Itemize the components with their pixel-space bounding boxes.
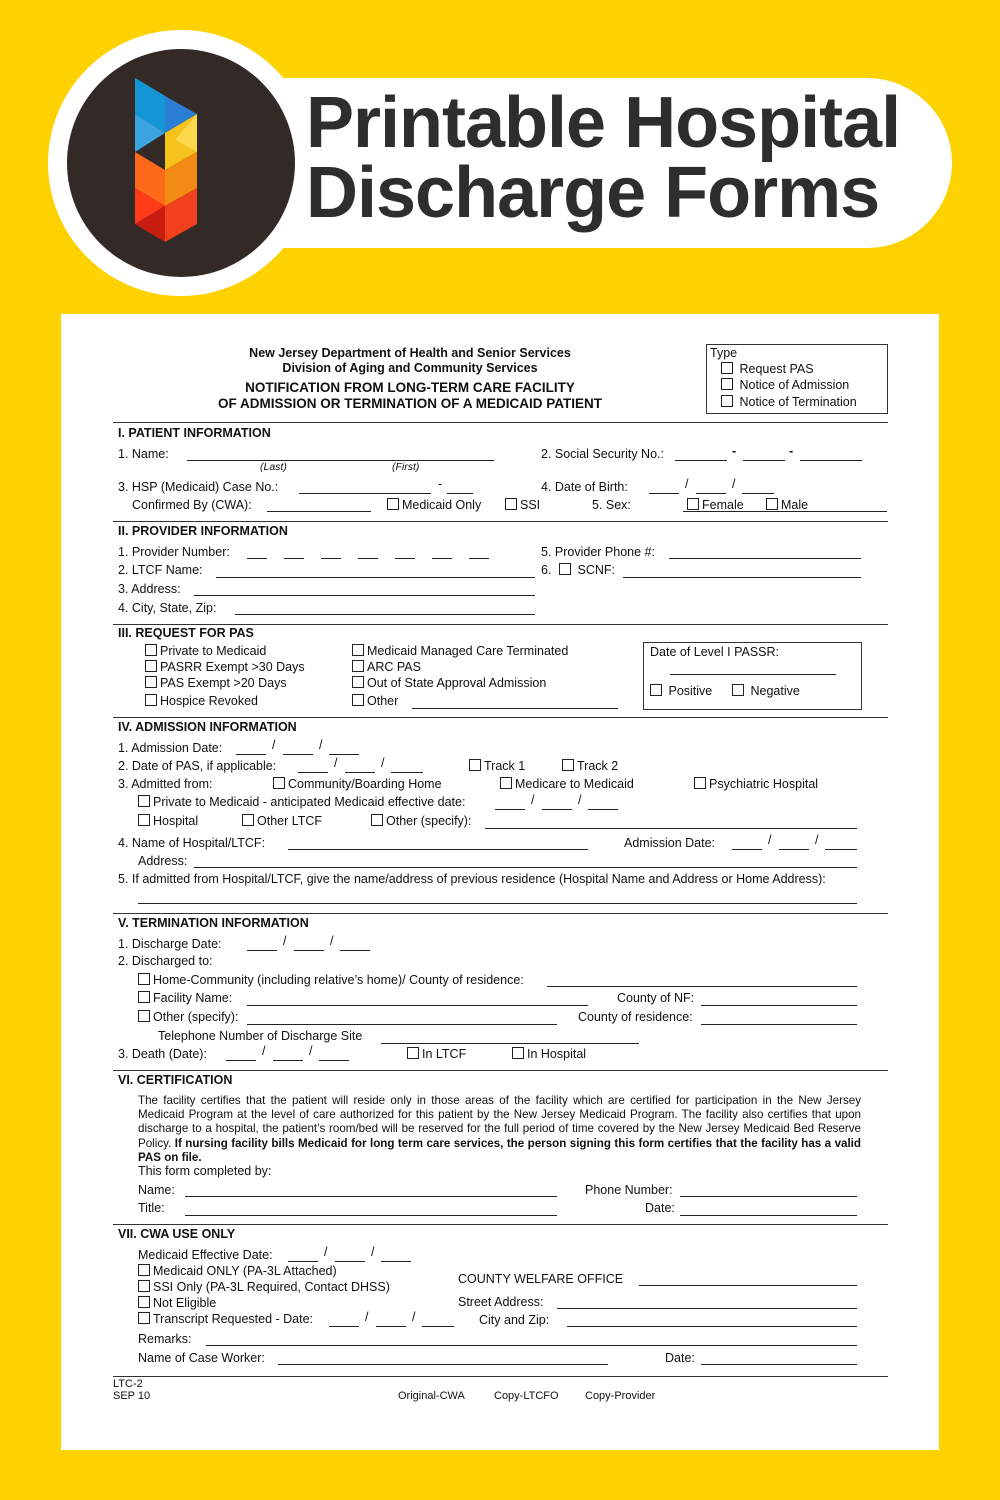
track2-checkbox[interactable]: Track 2 bbox=[562, 759, 618, 773]
provider-digit[interactable] bbox=[284, 558, 304, 559]
passr-box: Date of Level I PASSR: Positive Negative bbox=[643, 642, 862, 710]
cwa-effective-year[interactable] bbox=[381, 1261, 411, 1262]
provider-digit[interactable] bbox=[469, 558, 489, 559]
logo-icon bbox=[115, 78, 235, 258]
copy-provider: Copy-Provider bbox=[585, 1390, 656, 1402]
other-ltcf-checkbox[interactable]: Other LTCF bbox=[242, 814, 322, 828]
track1-checkbox[interactable]: Track 1 bbox=[469, 759, 525, 773]
hsp-field-2[interactable] bbox=[447, 493, 473, 494]
out-of-state-checkbox[interactable]: Out of State Approval Admission bbox=[352, 676, 546, 690]
ssi-checkbox[interactable]: SSI bbox=[505, 498, 540, 512]
ssn-field-2[interactable] bbox=[743, 460, 785, 461]
dob-month[interactable] bbox=[649, 493, 679, 494]
not-eligible-checkbox[interactable]: Not Eligible bbox=[138, 1296, 216, 1310]
admission-year[interactable] bbox=[329, 754, 359, 755]
passr-date-field[interactable] bbox=[670, 674, 836, 675]
street-address-field[interactable] bbox=[557, 1308, 857, 1309]
cert-name-field[interactable] bbox=[185, 1196, 557, 1197]
ssi-only-checkbox[interactable]: SSI Only (PA-3L Required, Contact DHSS) bbox=[138, 1280, 390, 1294]
provider-digit[interactable] bbox=[247, 558, 267, 559]
other-pas-field[interactable] bbox=[412, 708, 618, 709]
other-specify-field[interactable] bbox=[485, 828, 857, 829]
dob-year[interactable] bbox=[742, 493, 774, 494]
death-day[interactable] bbox=[273, 1060, 303, 1061]
positive-checkbox[interactable]: Positive bbox=[650, 684, 712, 698]
transcript-year[interactable] bbox=[422, 1326, 454, 1327]
ltcf-name-field[interactable] bbox=[216, 577, 535, 578]
scnf-field[interactable] bbox=[623, 577, 861, 578]
medicare-checkbox[interactable]: Medicare to Medicaid bbox=[500, 777, 634, 791]
medicaid-only-cwa-checkbox[interactable]: Medicaid ONLY (PA-3L Attached) bbox=[138, 1264, 337, 1278]
notice-heading-2: OF ADMISSION OR TERMINATION OF A MEDICAID PATIENT bbox=[218, 396, 602, 411]
ssn-field-1[interactable] bbox=[675, 460, 727, 461]
private-to-medicaid-checkbox[interactable]: Private to Medicaid bbox=[145, 644, 266, 658]
cert-date-field[interactable] bbox=[680, 1215, 857, 1216]
dob-day[interactable] bbox=[696, 493, 726, 494]
provider-digit[interactable] bbox=[358, 558, 378, 559]
female-checkbox[interactable]: Female bbox=[687, 498, 744, 512]
division-heading: Division of Aging and Community Services bbox=[282, 361, 538, 375]
previous-residence-field[interactable] bbox=[138, 903, 857, 904]
hospital-name-field[interactable] bbox=[288, 849, 588, 850]
cert-title-field[interactable] bbox=[185, 1215, 557, 1216]
provider-digit[interactable] bbox=[321, 558, 341, 559]
male-checkbox[interactable]: Male bbox=[766, 498, 808, 512]
facility-name-checkbox[interactable]: Facility Name: bbox=[138, 991, 232, 1005]
discharge-day[interactable] bbox=[294, 950, 324, 951]
request-pas-checkbox[interactable]: Request PAS bbox=[721, 362, 814, 376]
discharge-phone-field[interactable] bbox=[381, 1043, 639, 1044]
section-termination-info: V. TERMINATION INFORMATION bbox=[118, 916, 309, 930]
notice-termination-checkbox[interactable]: Notice of Termination bbox=[721, 395, 857, 409]
certification-text: The facility certifies that the patient will reside only in those areas of the facility which are certified for participation in the New Jersey Medicaid Program at the level of care authorized for this patient by the New Jersey Medicaid Program. The facility also certifies that upon discharge to a hospital, the patient’s room/bed will be reserved for the full period of time covered by the New Jersey Medicaid Bed Reserve Policy. If nursing facility bills Medicaid for long term care services, the person signing this form certifies that the facility has a valid PAS on file. bbox=[138, 1094, 861, 1164]
transcript-checkbox[interactable]: Transcript Requested - Date: bbox=[138, 1312, 313, 1326]
other-pas-checkbox[interactable]: Other bbox=[352, 694, 398, 708]
banner bbox=[48, 30, 952, 296]
other-discharge-checkbox[interactable]: Other (specify): bbox=[138, 1010, 238, 1024]
discharge-form: New Jersey Department of Health and Senior Services Division of Aging and Community Services NOTIFICATION FROM LONG-TERM CARE FACILITY OF ADMISSION OR TERMINATION OF A MEDICAID PATIENT Type Request PAS Notice of Admission Notice of Termination I. PATIENT INFORMATION 1. Name: (Last) (First) 2. Social Security No.: - - 3. HSP (Medicaid) Case No.: - 4. Date of Birth: / / Confirmed By (CWA): Medicaid Only SSI 5. Sex: Female Male II. PROVIDER INFORMATION 1. Provider Number: 5. Provider Phone #: 2. LTCF Name: 6. SCNF: 3. Address: 4. City, State, Zip: III. REQUEST FOR PAS Private to Medicaid PASRR Exempt >30 Days PAS Exempt >20 Days Hospice Revoked Medicaid Managed Care Terminated ARC PAS Out of State Approval Admission Other Date of Level I PASSR: Positive Negative IV. ADMISSION INFORMATION 1. Admission Date: / / 2. Date of PAS, if applicable: / / Track 1 Track 2 3. Admitted from: Community/Boarding Home Medicare to Medicaid Psychiatric Hospital Private to Medicaid - anticipated Medicaid effective date: / / Hospital Other LTCF Other (specify): 4. Name of Hospital/LTCF: Admission Date: / / Address: 5. If admitted from Hospital/LTCF, give the name/address of previous residence (Hospital Name and Address or Home Address): V. TERMINATION INFORMATION 1. Discharge Date: / / 2. Discharged to: Home-Community (including relative’s home)/ County of residence: Facility Name: County of NF: Other (specify): County of residence: Telephone Number of Discharge Site 3. Death (Date): / / In LTCF In Hospital VI. CERTIFICATION The facility certifies that the patient will reside only in those areas of the facility which are certified for participation in the New Jersey Medicaid Program at the level of care authorized for this patient by the New Jersey Medicaid Program. The facility also certifies that upon discharge to a hospital, the patient’s room/bed will be reserved for the full period of time covered by the New Jersey Medicaid Bed Reserve Policy. If nursing facility bills Medicaid for long term care services, the person signing this form certifies that the facility has a valid PAS on file. This form completed by: Name: Phone Number: Title: Date: VII. CWA USE ONLY Medicaid Effective Date: / / Medicaid ONLY (PA-3L Attached) SSI Only (PA-3L Required, Contact DHSS) Not Eligible Transcript Requested - Date: / / COUNTY WELFARE OFFICE Street Address: City and Zip: Remarks: Name of Case Worker: Date: LTC-2 SEP 10 Original-CWA Copy-LTCFO Copy-Provider bbox=[61, 314, 939, 1450]
pas-month[interactable] bbox=[298, 772, 328, 773]
provider-address-field[interactable] bbox=[194, 595, 535, 596]
hospital-admit-day[interactable] bbox=[779, 849, 809, 850]
section-provider-info: II. PROVIDER INFORMATION bbox=[118, 524, 288, 538]
section-patient-info: I. PATIENT INFORMATION bbox=[118, 426, 271, 440]
admission-month[interactable] bbox=[236, 754, 266, 755]
transcript-day[interactable] bbox=[376, 1326, 406, 1327]
pas-year[interactable] bbox=[391, 772, 423, 773]
other-discharge-field[interactable] bbox=[247, 1024, 557, 1025]
provider-digit[interactable] bbox=[432, 558, 452, 559]
provider-city-field[interactable] bbox=[235, 614, 535, 615]
city-zip-field[interactable] bbox=[567, 1326, 857, 1327]
hospital-admit-month[interactable] bbox=[732, 849, 762, 850]
county-res-field[interactable] bbox=[701, 1024, 857, 1025]
county-residence-field[interactable] bbox=[547, 986, 857, 987]
county-nf-field[interactable] bbox=[701, 1005, 857, 1006]
other-specify-checkbox[interactable]: Other (specify): bbox=[371, 814, 471, 828]
hospital-checkbox[interactable]: Hospital bbox=[138, 814, 198, 828]
notice-admission-checkbox[interactable]: Notice of Admission bbox=[721, 378, 849, 392]
county-office-field[interactable] bbox=[639, 1285, 857, 1286]
section-cwa-use: VII. CWA USE ONLY bbox=[118, 1227, 236, 1241]
cwa-effective-month[interactable] bbox=[288, 1261, 318, 1262]
copy-original-cwa: Original-CWA bbox=[398, 1390, 465, 1402]
in-hospital-checkbox[interactable]: In Hospital bbox=[512, 1047, 586, 1061]
death-month[interactable] bbox=[226, 1060, 256, 1061]
form-code: LTC-2 bbox=[113, 1378, 143, 1390]
community-checkbox[interactable]: Community/Boarding Home bbox=[273, 777, 442, 791]
notice-heading-1: NOTIFICATION FROM LONG-TERM CARE FACILITY bbox=[245, 380, 575, 395]
section-admission-info: IV. ADMISSION INFORMATION bbox=[118, 720, 297, 734]
type-box: Type Request PAS Notice of Admission Notice of Termination bbox=[706, 344, 888, 414]
negative-checkbox[interactable]: Negative bbox=[732, 684, 800, 698]
psych-hospital-checkbox[interactable]: Psychiatric Hospital bbox=[694, 777, 818, 791]
home-community-checkbox[interactable]: Home-Community (including relative’s home)/ County of residence: bbox=[138, 973, 524, 987]
hospital-address-field[interactable] bbox=[194, 867, 857, 868]
confirmed-by-field[interactable] bbox=[267, 511, 371, 512]
effective-month[interactable] bbox=[495, 809, 525, 810]
in-ltcf-checkbox[interactable]: In LTCF bbox=[407, 1047, 466, 1061]
discharge-month[interactable] bbox=[247, 950, 277, 951]
ssn-field-3[interactable] bbox=[800, 460, 862, 461]
name-field[interactable] bbox=[187, 460, 494, 461]
managed-care-checkbox[interactable]: Medicaid Managed Care Terminated bbox=[352, 644, 568, 658]
death-year[interactable] bbox=[319, 1060, 349, 1061]
case-worker-field[interactable] bbox=[278, 1364, 608, 1365]
provider-phone-field[interactable] bbox=[669, 558, 861, 559]
page-title: Printable Hospital Discharge Forms bbox=[306, 83, 901, 233]
cwa-date-field[interactable] bbox=[701, 1364, 857, 1365]
cert-phone-field[interactable] bbox=[680, 1196, 857, 1197]
effective-day[interactable] bbox=[542, 809, 572, 810]
medicaid-only-checkbox[interactable]: Medicaid Only bbox=[387, 498, 481, 512]
form-revision: SEP 10 bbox=[113, 1390, 151, 1402]
discharge-year[interactable] bbox=[340, 950, 370, 951]
pas-exempt-checkbox[interactable]: PAS Exempt >20 Days bbox=[145, 676, 287, 690]
cwa-effective-day[interactable] bbox=[335, 1261, 365, 1262]
pasrr-exempt-checkbox[interactable]: PASRR Exempt >30 Days bbox=[145, 660, 305, 674]
scnf-checkbox[interactable]: SCNF: bbox=[559, 563, 615, 577]
hsp-field-1[interactable] bbox=[299, 493, 431, 494]
provider-digit[interactable] bbox=[395, 558, 415, 559]
effective-year[interactable] bbox=[588, 809, 618, 810]
remarks-field[interactable] bbox=[206, 1345, 857, 1346]
copy-ltcfo: Copy-LTCFO bbox=[494, 1390, 559, 1402]
section-request-pas: III. REQUEST FOR PAS bbox=[118, 626, 254, 640]
hospital-admit-year[interactable] bbox=[825, 849, 857, 850]
admission-day[interactable] bbox=[283, 754, 313, 755]
transcript-month[interactable] bbox=[329, 1326, 359, 1327]
facility-name-field[interactable] bbox=[247, 1005, 588, 1006]
hospice-revoked-checkbox[interactable]: Hospice Revoked bbox=[145, 694, 258, 708]
arc-pas-checkbox[interactable]: ARC PAS bbox=[352, 660, 421, 674]
dept-heading: New Jersey Department of Health and Senior Services bbox=[249, 346, 571, 360]
section-certification: VI. CERTIFICATION bbox=[118, 1073, 233, 1087]
private-anticipated-checkbox[interactable]: Private to Medicaid - anticipated Medicaid effective date: bbox=[138, 795, 465, 809]
pas-day[interactable] bbox=[345, 772, 375, 773]
